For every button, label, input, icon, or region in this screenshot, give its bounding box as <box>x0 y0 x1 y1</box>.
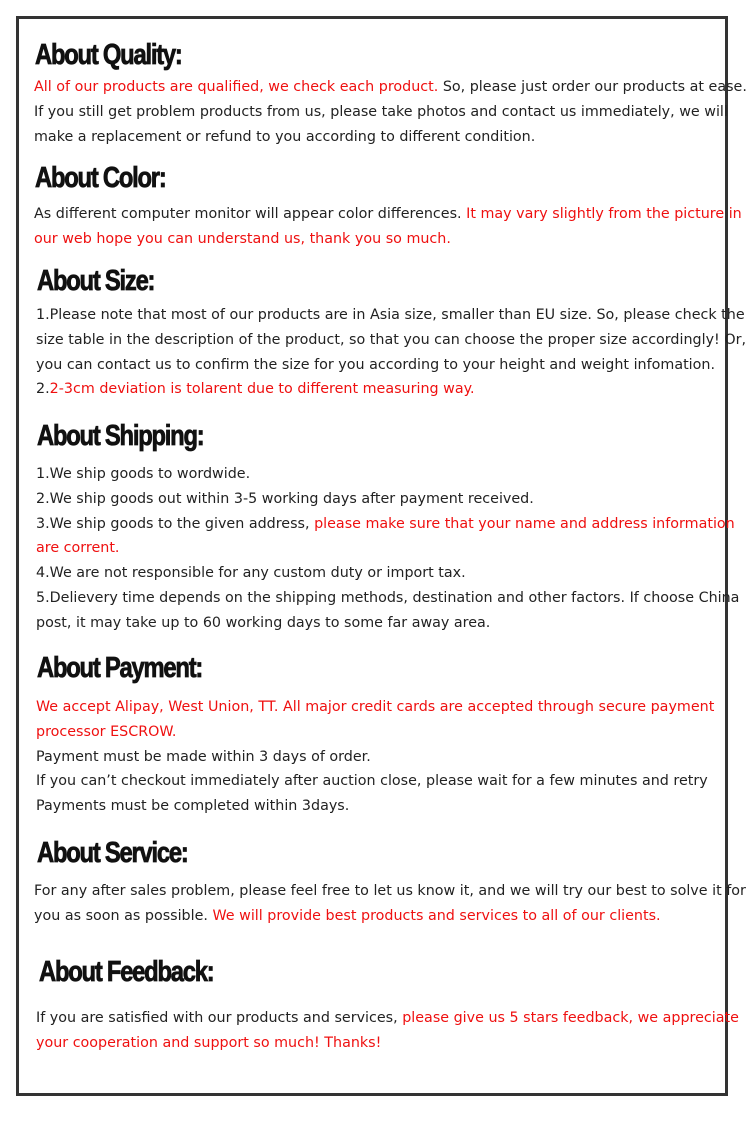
shipping-text-2: 2.We ship goods out within 3-5 working days after payment received. <box>36 490 534 507</box>
size-text <box>36 303 746 402</box>
feedback-text-1b: If you are satisfied with our products and services, <box>36 1010 403 1026</box>
payment-red-text-2: processor ESCROW. <box>36 723 177 740</box>
policy-panel <box>16 16 747 1096</box>
size-text-4b: 2. <box>36 381 50 398</box>
shipping-text-3b: 3.We ship goods to the given address, <box>36 515 315 532</box>
size-text-1: 1.Please note that most of our products are in Asia size, smaller than EU size. So, please check the <box>36 307 745 323</box>
color-red-text-2: our web hope you can understand us, thank you so much. <box>34 230 451 247</box>
payment-text-5: Payments must be completed within 3days. <box>36 798 350 815</box>
feedback-red-text-1: please give us 5 stars feedback, we appreciate <box>402 1010 739 1026</box>
color-red-text-1: It may vary slightly from the picture in <box>466 206 742 222</box>
shipping-red-text-1: please make sure that your name and address information <box>314 515 735 532</box>
service-text-2b: you as soon as possible. <box>34 907 213 924</box>
feedback-heading: About Feedback: <box>39 956 214 988</box>
payment-text-3: Payment must be made within 3 days of order. <box>36 748 371 765</box>
quality-text-1b: So, please just order our products at ease. <box>438 79 747 95</box>
shipping-heading: About Shipping: <box>37 420 204 452</box>
feedback-text <box>36 1006 739 1056</box>
size-heading: About Size: <box>37 265 155 297</box>
feedback-red-text-2: your cooperation and support so much! Thanks! <box>36 1034 382 1051</box>
quality-text-3: make a replacement or refund to you according to different condition. <box>34 128 536 145</box>
shipping-red-text-2: are corrent. <box>36 540 120 557</box>
service-text-1: For any after sales problem, please feel free to let us know it, and we will try our best to solve it for <box>34 883 746 899</box>
size-red-text: 2-3cm deviation is tolarent due to different measuring way. <box>49 381 475 398</box>
quality-text <box>34 75 747 149</box>
payment-text <box>36 695 714 819</box>
quality-heading: About Quality: <box>35 39 182 71</box>
payment-red-text-1: We accept Alipay, West Union, TT. All major credit cards are accepted through secure payment <box>36 699 715 715</box>
service-red-text: We will provide best products and services to all of our clients. <box>212 907 661 924</box>
service-heading: About Service: <box>37 837 188 869</box>
size-text-2: size table in the description of the product, so that you can choose the proper size accordingly! Or, <box>36 331 746 348</box>
quality-text-2: If you still get problem products from us, please take photos and contact us immediately, we will <box>34 103 728 120</box>
payment-heading: About Payment: <box>37 652 203 684</box>
shipping-text-6: 5.Delievery time depends on the shipping methods, destination and other factors. If choose China <box>36 589 740 606</box>
quality-red-text: All of our products are qualified, we check each product. <box>34 79 439 95</box>
color-text-1b: As different computer monitor will appear color differences. <box>34 206 467 222</box>
color-heading: About Color: <box>35 162 166 194</box>
payment-text-4: If you can’t checkout immediately after auction close, please wait for a few minutes and retry <box>36 773 708 790</box>
shipping-text <box>36 462 739 636</box>
size-text-3: you can contact us to confirm the size for you according to your height and weight infomation. <box>36 356 716 373</box>
color-text <box>34 202 742 252</box>
shipping-text-7: post, it may take up to 60 working days to some far away area. <box>36 614 491 631</box>
shipping-text-5: 4.We are not responsible for any custom duty or import tax. <box>36 565 466 582</box>
service-text <box>34 879 746 929</box>
shipping-text-1: 1.We ship goods to wordwide. <box>36 466 251 482</box>
